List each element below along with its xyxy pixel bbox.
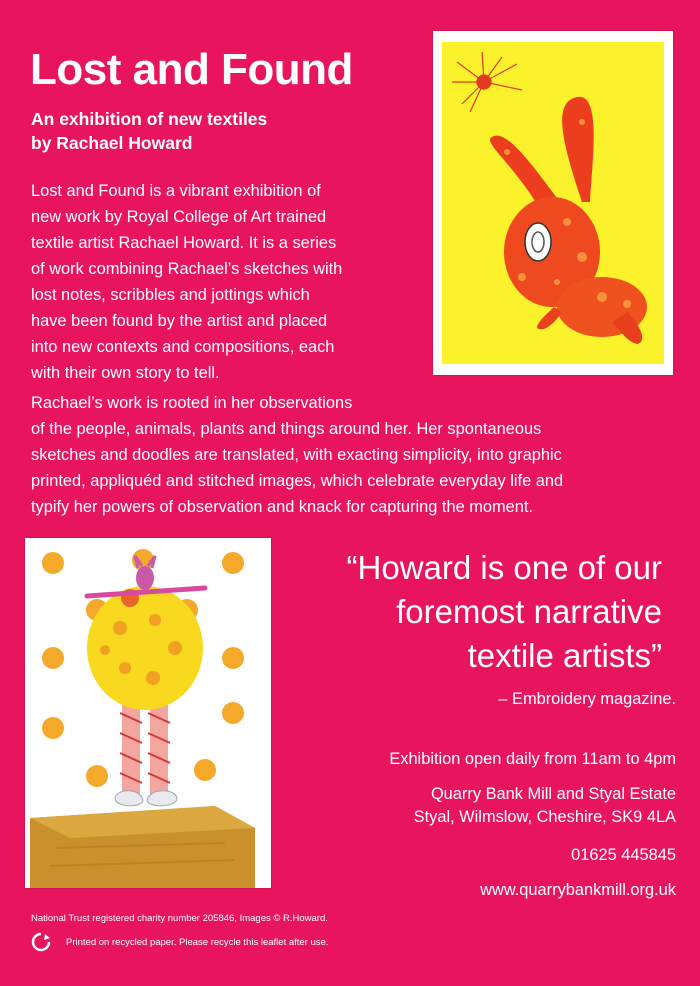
text-line: Rachael’s work is rooted in her observations	[31, 394, 353, 412]
quote-line: textile artists”	[467, 637, 662, 674]
text-line: typify her powers of observation and knack for capturing the moment.	[31, 498, 533, 516]
text-line: new work by Royal College of Art trained	[31, 208, 327, 226]
quote-line: “Howard is one of our	[346, 549, 662, 586]
text-line: with their own story to tell.	[31, 364, 220, 382]
text-line: printed, appliquéd and stitched images, which celebrate everyday life and	[31, 472, 564, 490]
text-line: textile artist Rachael Howard. It is a series	[31, 234, 337, 252]
quote-line: foremost narrative	[396, 593, 662, 630]
rabbit-paw	[537, 307, 562, 329]
subtitle	[31, 107, 267, 155]
artwork-rabbit-canvas	[442, 42, 664, 364]
text-line: of the people, animals, plants and things around her. Her spontaneous	[31, 420, 542, 438]
venue-address: Styal, Wilmslow, Cheshire, SK9 4LA	[413, 808, 676, 826]
text-line: lost notes, scribbles and jottings which	[31, 286, 310, 304]
rabbit-illustration	[442, 42, 664, 364]
description-paragraph	[31, 390, 691, 520]
subtitle-line: An exhibition of new textiles	[31, 109, 268, 129]
artwork-figure	[25, 538, 271, 888]
text-line: of work combining Rachael’s sketches with	[31, 260, 343, 278]
figure-illustration	[25, 538, 271, 888]
opening-hours: Exhibition open daily from 11am to 4pm	[389, 750, 676, 768]
artwork-rabbit	[433, 31, 673, 375]
figure-leg-left	[122, 698, 140, 803]
text-line: Lost and Found is a vibrant exhibition of	[31, 182, 321, 200]
rabbit-ear-right	[562, 97, 593, 202]
figure-leg-right	[150, 698, 168, 803]
figure-head	[136, 566, 154, 590]
rabbit-eye	[525, 223, 551, 261]
subtitle-line: by Rachael Howard	[31, 133, 193, 153]
website-link[interactable]: www.quarrybankmill.org.uk	[480, 881, 676, 899]
sun-scribble	[452, 52, 522, 112]
phone-number: 01625 445845	[571, 846, 676, 864]
recycle-notice: Printed on recycled paper. Please recycle this leaflet after use.	[66, 937, 329, 948]
press-quote	[347, 546, 662, 678]
venue-name: Quarry Bank Mill and Styal Estate	[430, 785, 676, 803]
charity-notice: National Trust registered charity number 205846, Images © R.Howard.	[31, 913, 328, 924]
page-title: Lost and Found	[30, 45, 353, 94]
intro-paragraph	[31, 178, 411, 386]
text-line: sketches and doodles are translated, with exacting simplicity, into graphic	[31, 446, 562, 464]
text-line: have been found by the artist and placed	[31, 312, 328, 330]
recycle-icon	[31, 932, 51, 952]
text-line: into new contexts and compositions, each	[31, 338, 335, 356]
quote-source: – Embroidery magazine.	[498, 690, 676, 708]
